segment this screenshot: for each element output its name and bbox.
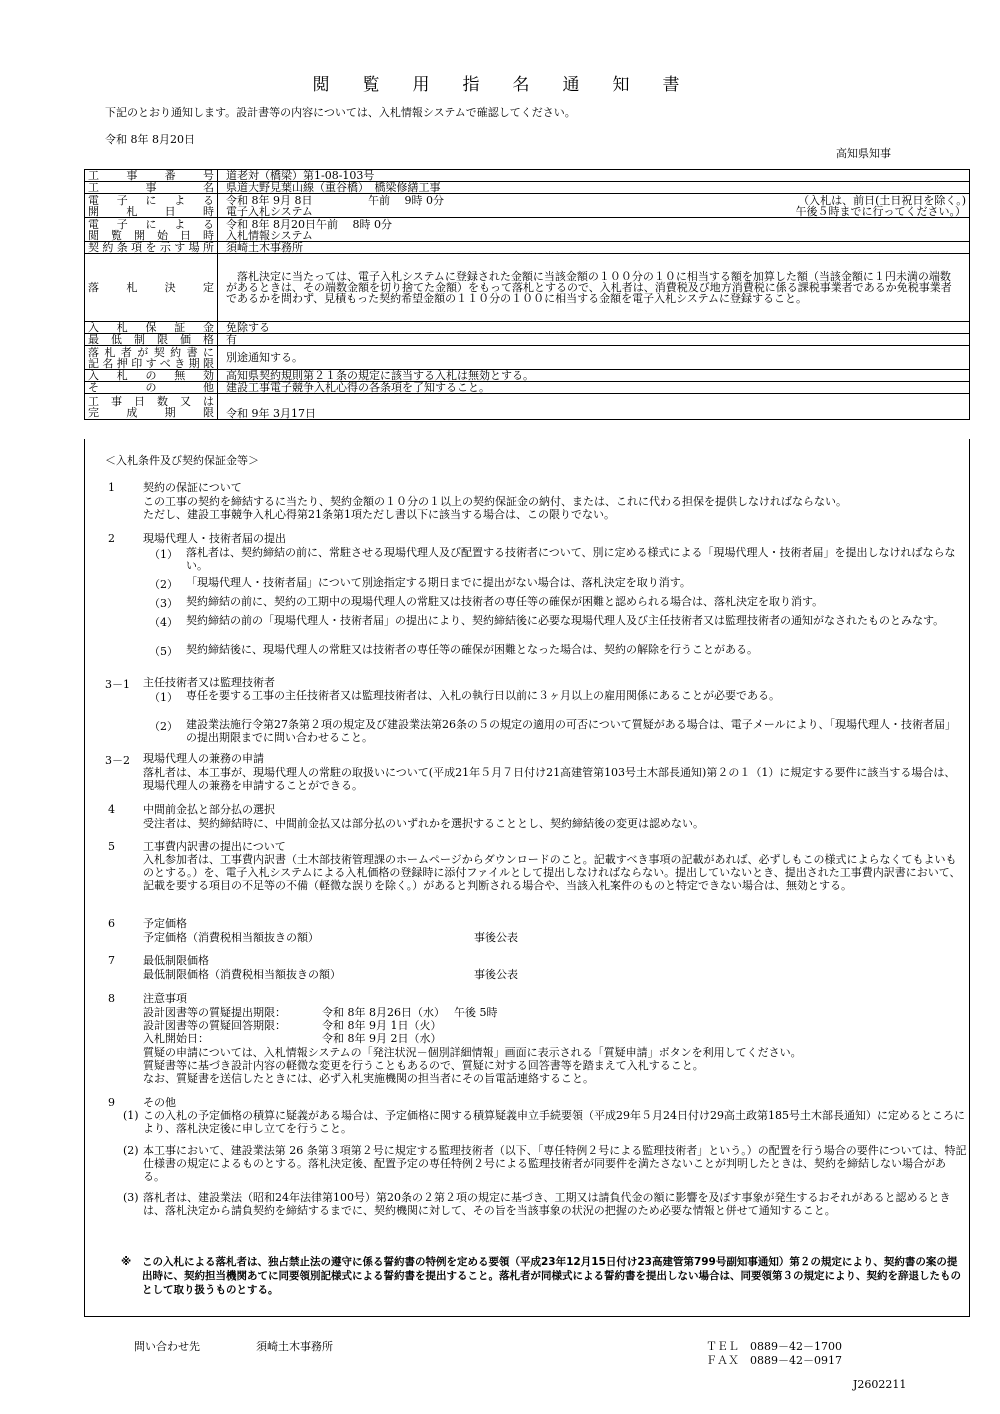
s6-value: 事後公表 <box>474 931 518 944</box>
row-work-name <box>85 182 970 194</box>
work-no: 道老対（橋梁）第1-08-103号 <box>218 170 970 182</box>
period-label <box>85 394 218 420</box>
s5-title: 工事費内訳書の提出について <box>143 840 286 853</box>
s2-item2: 「現場代理人・技術者届」について別途指定する期日までに提出がない場合は、落札決定を取り消す。 <box>186 576 691 589</box>
deposit-label: 入札保証金 <box>85 322 218 334</box>
row-other <box>85 382 970 394</box>
s9-title: その他 <box>143 1096 176 1109</box>
s4-number: 4 <box>108 803 115 816</box>
s8-line2-value: 令和 8年 9月 1日（火） <box>322 1019 442 1032</box>
decision-label: 落札決定 <box>85 254 218 322</box>
s31-item1: 専任を要する工事の主任技術者又は監理技術者は、入札の執行日以前に３ヶ月以上の雇用関係にあることが必要である。 <box>186 689 780 702</box>
issuer: 高知県知事 <box>836 147 891 160</box>
s31-item2: 建設業法施行令第27条第２項の規定及び建設業法第26条の５の規定の適用の可否について質疑がある場合は、電子メールにより、「現場代理人・技術者届」の提出期限までに問い合わせること。 <box>186 718 957 744</box>
s8-para-1: 質疑の申請については、入札情報システムの「発注状況－個別詳細情報」画面に表示される「質疑申請」ボタンを利用してください。 <box>143 1046 802 1059</box>
period-label-2: 完成期限 <box>88 405 214 419</box>
s2-number: 2 <box>108 532 115 545</box>
s31-item2-number: （2） <box>149 720 178 733</box>
s4-title: 中間前金払と部分払の選択 <box>143 803 275 816</box>
bid-note-2: 午後５時までに行ってください。） <box>795 204 966 218</box>
s2-item4-number: （4） <box>149 616 178 629</box>
s6-label: 予定価格（消費税相当額抜きの額） <box>143 931 319 944</box>
s6-number: 6 <box>108 917 115 930</box>
s8-line3-label: 入札開始日： <box>143 1032 209 1045</box>
row-decision <box>85 254 970 322</box>
s31-number: 3－1 <box>105 678 130 691</box>
s2-item2-number: （2） <box>149 578 178 591</box>
issue-date: 令和 8年 8月20日 <box>105 133 195 146</box>
deposit: 免除する <box>218 322 970 334</box>
s2-item3: 契約締結の前に、契約の工期中の現場代理人の常駐又は技術者の専任等の確保が困難と認められる場合は、落札決定を取り消す。 <box>186 595 824 608</box>
s1-body-2: ただし、建設工事競争入札心得第21条第1項ただし書以下に該当する場合は、この限りでない。 <box>143 508 615 521</box>
s9-item2-number: (2) <box>123 1144 139 1157</box>
s1-body-1: この工事の契約を締結するに当たり、契約金額の１０分の１以上の契約保証金の納付、または、これに代わる担保を提供しなければならない。 <box>143 495 847 508</box>
place-label: 契約条項を示す場所 <box>85 242 218 254</box>
view-date: 令和 8年 8月20日 <box>226 217 316 231</box>
s32-number: 3－2 <box>105 754 130 767</box>
s2-item5-number: （5） <box>149 645 178 658</box>
period: 令和 9年 3月17日 <box>218 394 970 420</box>
s8-line1-value: 令和 8年 8月26日（水） 午後 5時 <box>322 1006 498 1019</box>
contract-label-1: 落札者が契約書に <box>88 345 214 359</box>
bid-label-1: 電子による <box>88 193 214 207</box>
min-price: 有 <box>218 334 970 346</box>
view-label <box>85 218 218 242</box>
bid-label-2: 開札日時 <box>88 204 214 218</box>
s5-number: 5 <box>108 840 115 853</box>
row-period <box>85 394 970 420</box>
row-invalid <box>85 370 970 382</box>
s9-item3: 落札者は、建設業法（昭和24年法律第100号）第20条の２第２項の規定に基づき、工期又は請負代金の額に影響を及ぼす事象が発生するおそれがあると認めるときは、落札決定から請負契約を締結するまでに、契約機関に対して、その旨を当該事象の状況の把握のため必要な情報と併せて通知すること。 <box>143 1191 951 1217</box>
row-contract <box>85 346 970 370</box>
s32-title: 現場代理人の兼務の申請 <box>143 752 264 765</box>
min-price-label: 最低制限価格 <box>85 334 218 346</box>
view-time: 午前 8時 0分 <box>316 217 392 231</box>
intro-text: 下記のとおり通知します。設計書等の内容については、入札情報システムで確認してください。 <box>105 106 576 119</box>
s9-item2: 本工事において、建設業法第 26 条第３項第２号に規定する監理技術者（以下、「専任特例２号による監理技術者」という。）の配置を行う場合の要件については、特記仕様書の規定によるものとする。落札決定後、配置予定の専任特例２号による監理技術者が同要件を満たさないことが判明したときは、契約を締結しない場合がある。 <box>143 1144 967 1183</box>
s2-title: 現場代理人・技術者届の提出 <box>143 532 286 545</box>
s31-title: 主任技術者又は監理技術者 <box>143 676 275 689</box>
s1-title: 契約の保証について <box>143 481 242 494</box>
conditions-title: ＜入札条件及び契約保証金等＞ <box>105 454 259 467</box>
s8-number: 8 <box>108 992 115 1005</box>
contact-fax: ＦＡＸ 0889－42－0917 <box>706 1354 842 1367</box>
contract-label <box>85 346 218 370</box>
document-code: J2602211 <box>853 1378 907 1391</box>
work-name: 県道大野見葉山線（重谷橋） 橋梁修繕工事 <box>218 182 970 194</box>
s7-label: 最低制限価格（消費税相当額抜きの額） <box>143 968 341 981</box>
other-label: その他 <box>85 382 218 394</box>
bid-label <box>85 194 218 218</box>
contact-label: 問い合わせ先 <box>134 1340 200 1353</box>
s8-para-2: 質疑書等に基づき設計内容の軽微な変更を行うこともあるので、質疑に対する回答書等を踏まえて入札すること。 <box>143 1059 704 1072</box>
row-place <box>85 242 970 254</box>
period-label-1: 工事日数又は <box>88 394 214 408</box>
view-label-2: 閲覧開始日時 <box>88 228 214 242</box>
contact-office: 須崎土木事務所 <box>256 1340 333 1353</box>
s8-line3-value: 令和 8年 9月 2日（水） <box>322 1032 442 1045</box>
s2-item1: 落札者は、契約締結の前に、常駐させる現場代理人及び配置する技術者について、別に定める様式による「現場代理人・技術者届」を提出しなければならない。 <box>186 546 956 572</box>
info-table <box>84 169 970 420</box>
s9-number: 9 <box>108 1096 115 1109</box>
invalid: 高知県契約規則第２１条の規定に該当する入札は無効とする。 <box>218 370 970 382</box>
bid-date: 令和 8年 9月 8日 <box>226 193 313 207</box>
page-title: 閲 覧 用 指 名 通 知 書 <box>312 75 688 95</box>
s8-title: 注意事項 <box>143 992 187 1005</box>
s5-body: 入札参加者は、工事費内訳書（土木部技術管理課のホームページからダウンロードのこと。記載すべき事項の記載があれば、必ずしもこの様式によらなくてもよいものとする。）を、電子入札システムによる入札価格の登録時に添付ファイルとして提出しなければならない。提出していないとき、提出された工事費内訳書において、記載を要する項目の不足等の不備（軽微な誤りを除く。）があると判断される場合や、当該入札案件のものと特定できない場合は、無効とする。 <box>143 853 961 892</box>
s8-para-3: なお、質疑書を送信したときには、必ず入札実施機関の担当者にその旨電話連絡すること。 <box>143 1072 594 1085</box>
row-view <box>85 218 970 242</box>
row-bid <box>85 194 970 218</box>
s6-title: 予定価格 <box>143 917 187 930</box>
s7-number: 7 <box>108 954 115 967</box>
s9-item1-number: (1) <box>123 1109 139 1122</box>
work-name-label: 工事名 <box>85 182 218 194</box>
contract: 別途通知する。 <box>218 346 970 370</box>
s8-line2-label: 設計図書等の質疑回答期限： <box>143 1019 286 1032</box>
s7-value: 事後公表 <box>474 968 518 981</box>
s2-item3-number: （3） <box>149 597 178 610</box>
contact-tel: ＴＥＬ 0889－42－1700 <box>706 1340 842 1353</box>
decision: 落札決定に当たっては、電子入札システムに登録された金額に当該金額の１００分の１０に相当する額を加算した額（当該金額に１円未満の端数があるときは、その端数金額を切り捨てた金額）をもって落札とするので、入札者は、消費税及び地方消費税に係る課税事業者であるか免税事業者であるかを問わず、見積もった契約希望金額の１１０分の１００に相当する金額を電子入札システムに登録すること。 <box>218 254 970 322</box>
view-info <box>218 218 970 242</box>
place: 須崎土木事務所 <box>218 242 970 254</box>
view-system: 入札情報システム <box>226 228 313 242</box>
work-no-label: 工事番号 <box>85 170 218 182</box>
view-label-1: 電子による <box>88 217 214 231</box>
note-text: この入札による落札者は、独占禁止法の遵守に係る誓約書の特例を定める要領（平成23年12月15日付け23高建管第799号副知事通知）第２の規定により、契約書の案の提出時に、契約担当機関あてに同要領別記様式による誓約書を提出すること。落札者が同様式による誓約書を提出しない場合は、同要領第３の規定により、契約を辞退したものとして取り扱うものとする。 <box>142 1256 961 1296</box>
row-work-no <box>85 170 970 182</box>
s4-body: 受注者は、契約締結時に、中間前金払又は部分払のいずれかを選択することとし、契約締結後の変更は認めない。 <box>143 817 704 830</box>
bid-time: 午前 9時 0分 <box>368 193 444 207</box>
row-deposit <box>85 322 970 334</box>
bid-system: 電子入札システム <box>226 204 313 218</box>
s2-item5: 契約締結後に、現場代理人の常駐又は技術者の専任等の確保が困難となった場合は、契約の解除を行うことがある。 <box>186 643 758 656</box>
note-mark: ※ <box>121 1256 132 1268</box>
s2-item1-number: （1） <box>149 548 178 561</box>
other: 建設工事電子競争入札心得の各条項を了知すること。 <box>218 382 970 394</box>
row-min-price <box>85 334 970 346</box>
s32-body: 落札者は、本工事が、現場代理人の常駐の取扱いについて(平成21年５月７日付け21高建管第103号土木部長通知)第２の１（1）に規定する要件に該当する場合は、現場代理人の兼務を申請することができる。 <box>143 766 956 792</box>
contract-label-2: 記名押印すべき期限 <box>88 356 214 370</box>
s1-number: 1 <box>108 481 115 494</box>
s2-item4: 契約締結の前の「現場代理人・技術者届」の提出により、契約締結後に必要な現場代理人及び主任技術者又は監理技術者の通知がなされたものとみなす。 <box>186 614 945 627</box>
s9-item1: この入札の予定価格の積算に疑義がある場合は、予定価格に関する積算疑義申立手続要領（平成29年５月24日付け29高土政第185号土木部長通知）に定めるところにより、落札決定後に申し立てを行うこと。 <box>143 1109 965 1135</box>
s9-item3-number: (3) <box>123 1191 139 1204</box>
bid-info <box>218 194 970 218</box>
bid-note-1: （入札は、前日(土日祝日を除く。) <box>798 193 966 207</box>
invalid-label: 入札の無効 <box>85 370 218 382</box>
s31-item1-number: （1） <box>149 691 178 704</box>
s7-title: 最低制限価格 <box>143 954 209 967</box>
s8-line1-label: 設計図書等の質疑提出期限： <box>143 1006 286 1019</box>
